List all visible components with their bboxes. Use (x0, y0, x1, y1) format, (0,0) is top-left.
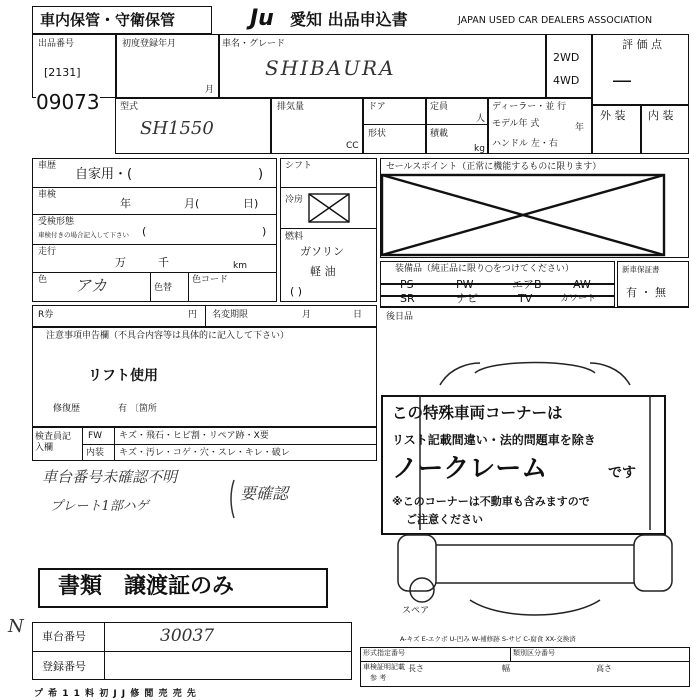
storage-tag: 車内保管・守衛保管 (40, 11, 176, 29)
cool-crossed-box (309, 194, 349, 222)
designation-label: 形式指定番号 (363, 649, 405, 657)
name-change-day: 日 (353, 310, 363, 320)
repair-label: 修復歴 (53, 404, 81, 414)
special-line3-suffix: です (608, 465, 636, 481)
handwritten-line1: 車台番号未確認不明 (42, 468, 178, 486)
lot-number: 09073 (36, 90, 100, 114)
handwritten-line3: 要確認 (240, 484, 289, 503)
shape-label: 形状 (368, 129, 387, 139)
history-value: 自家用・( (75, 167, 133, 182)
car-name-value: SHIBAURA (265, 56, 396, 80)
mileage-man: 万 (115, 256, 126, 269)
documents-value: 書類 譲渡証のみ (58, 574, 235, 599)
handle-label: ハンドル 左・右 (492, 139, 558, 149)
receipt-label: 受検形態 (38, 217, 75, 227)
kg-unit: kg (474, 144, 485, 154)
receipt-close: ) (262, 225, 267, 238)
equip-aw: AW (573, 278, 591, 291)
lot-label: 出品番号 (38, 39, 75, 49)
month-unit: 月 (205, 85, 215, 95)
reg-label: 登録番号 (42, 660, 86, 673)
history-close: ) (258, 167, 264, 182)
corner-mark: N (8, 616, 24, 637)
fw-value: キズ・飛石・ヒビ割・リペア跡・X要 (119, 431, 269, 441)
exterior-label: 外 装 (600, 109, 626, 122)
mileage-label: 走行 (38, 247, 57, 257)
lot-sub: [2131] (44, 66, 81, 79)
handwritten-line2: プレート1部ハゲ (50, 499, 149, 514)
cc-unit: CC (346, 141, 359, 151)
year-unit: 年 (575, 123, 585, 133)
history-label: 車歴 (38, 161, 57, 171)
aftermarket-label: 後日品 (386, 312, 414, 322)
special-line3: ノークレーム (392, 454, 548, 484)
ju-logo: Ju (250, 6, 274, 31)
interior-note-value: キズ・汚レ・コゲ・穴・スレ・キレ・破レ (119, 448, 290, 458)
color-code-label: 色コード (192, 275, 229, 285)
car-body-diagram (380, 345, 690, 635)
model-value: SH1550 (140, 118, 214, 139)
new-car-label: 新車保証書 (622, 265, 660, 274)
name-change-month: 月 (302, 310, 312, 320)
sales-point-label: セールスポイント（正常に機能するものに限ります） (386, 162, 602, 172)
inspection-year: 年 (120, 197, 131, 210)
gasoline-option: ガソリン (300, 245, 344, 258)
score-label: 評 価 点 (622, 38, 662, 51)
door-label: ドア (368, 102, 386, 112)
spare-label: スペア (402, 606, 430, 616)
equip-pw: PW (456, 278, 474, 291)
load-label: 積載 (430, 129, 449, 139)
car-name-label: 車名・グレード (222, 39, 286, 49)
width-label: 幅 (502, 664, 510, 673)
equipment-label: 装備品（純正品に限り○をつけてください） (395, 264, 574, 274)
fuel-label: 燃料 (285, 232, 304, 242)
fuel-paren: ( ) (290, 285, 303, 298)
inspection-day: 日) (243, 197, 259, 210)
cert-label: 車検証明記載 (363, 663, 405, 671)
lift-note: リフト使用 (88, 368, 158, 384)
interior-note-label: 内装 (86, 448, 105, 458)
dealer-label: ディーラー・並 行 (492, 102, 567, 112)
equipment-strike (380, 274, 615, 307)
color-change: 色替 (154, 283, 173, 293)
color-value: アカ (75, 276, 107, 295)
inspection-month: 月( (184, 197, 200, 210)
color-label: 色 (38, 275, 48, 285)
special-line2: リスト記載間違い・法的問題車を除き (392, 433, 596, 447)
first-reg-label: 初度登録年月 (122, 39, 177, 49)
fw-label: FW (88, 431, 103, 441)
repair-value: 有 〔箇所 (118, 404, 157, 414)
drive-4wd: 4WD (553, 74, 580, 87)
notice-label: 注意事項申告欄（不具合内容等は具体的に記入して下さい） (46, 331, 290, 341)
inspector-label: 検査員記入欄 (35, 432, 72, 453)
mileage-unit: km (233, 261, 247, 271)
equip-ps: PS (400, 278, 414, 291)
notice-box (32, 327, 377, 427)
drive-2wd: 2WD (553, 51, 580, 64)
length-label: 長さ (408, 664, 424, 673)
equip-carpet: カワート (560, 294, 597, 304)
height-label: 高さ (596, 664, 612, 673)
equip-navi: ナビ (456, 292, 478, 305)
org-title: 愛知 出品申込書 (290, 10, 408, 29)
r-tax-label: R券 (38, 310, 54, 320)
receipt-note: 車検付きの場合記入して下さい (38, 231, 129, 239)
handwritten-bracket (228, 478, 240, 520)
yen-unit: 円 (188, 310, 198, 320)
score-value: — (612, 68, 632, 92)
interior-label: 内 装 (648, 109, 674, 122)
chassis-label: 車台番号 (42, 630, 86, 643)
mileage-sen: 千 (158, 256, 169, 269)
class-label: 類別区分番号 (513, 649, 555, 657)
diesel-option: 軽 油 (310, 265, 336, 278)
reference-label: 参 考 (370, 674, 387, 682)
name-change-label: 名変期限 (212, 310, 249, 320)
pr-strip: プ 希 1 1 料 初 J J 修 閲 売 売 先 (34, 689, 197, 699)
special-line4: ※このコーナーは不動車も含みますので (392, 495, 590, 508)
new-car-value: 有 ・ 無 (626, 286, 666, 299)
chassis-value: 30037 (160, 626, 215, 646)
org-english: JAPAN USED CAR DEALERS ASSOCIATION (458, 15, 653, 26)
special-line1: この特殊車両コーナーは (392, 404, 563, 422)
equip-airbag: エアB (512, 278, 542, 291)
model-label: 型式 (120, 102, 139, 112)
equip-sr: SR (400, 292, 415, 305)
model-year-label: モデル年 式 (492, 119, 540, 129)
receipt-value: ( (142, 225, 147, 238)
capacity-label: 定員 (430, 102, 449, 112)
equip-tv: TV (518, 292, 533, 305)
shift-label: シフト (285, 161, 313, 171)
shift-box (280, 158, 377, 302)
person-unit: 人 (476, 114, 486, 124)
cool-label: 冷房 (285, 195, 304, 205)
sales-point-crossed-box (382, 175, 664, 255)
inspection-label: 車検 (38, 190, 57, 200)
special-line5: ご注意ください (406, 513, 483, 526)
history-box (32, 158, 277, 302)
displacement-label: 排気量 (277, 102, 305, 112)
damage-legend: A-キズ E-エクボ U-凹み W-補修跡 S-サビ C-腐食 XX-交換済 (400, 635, 576, 643)
